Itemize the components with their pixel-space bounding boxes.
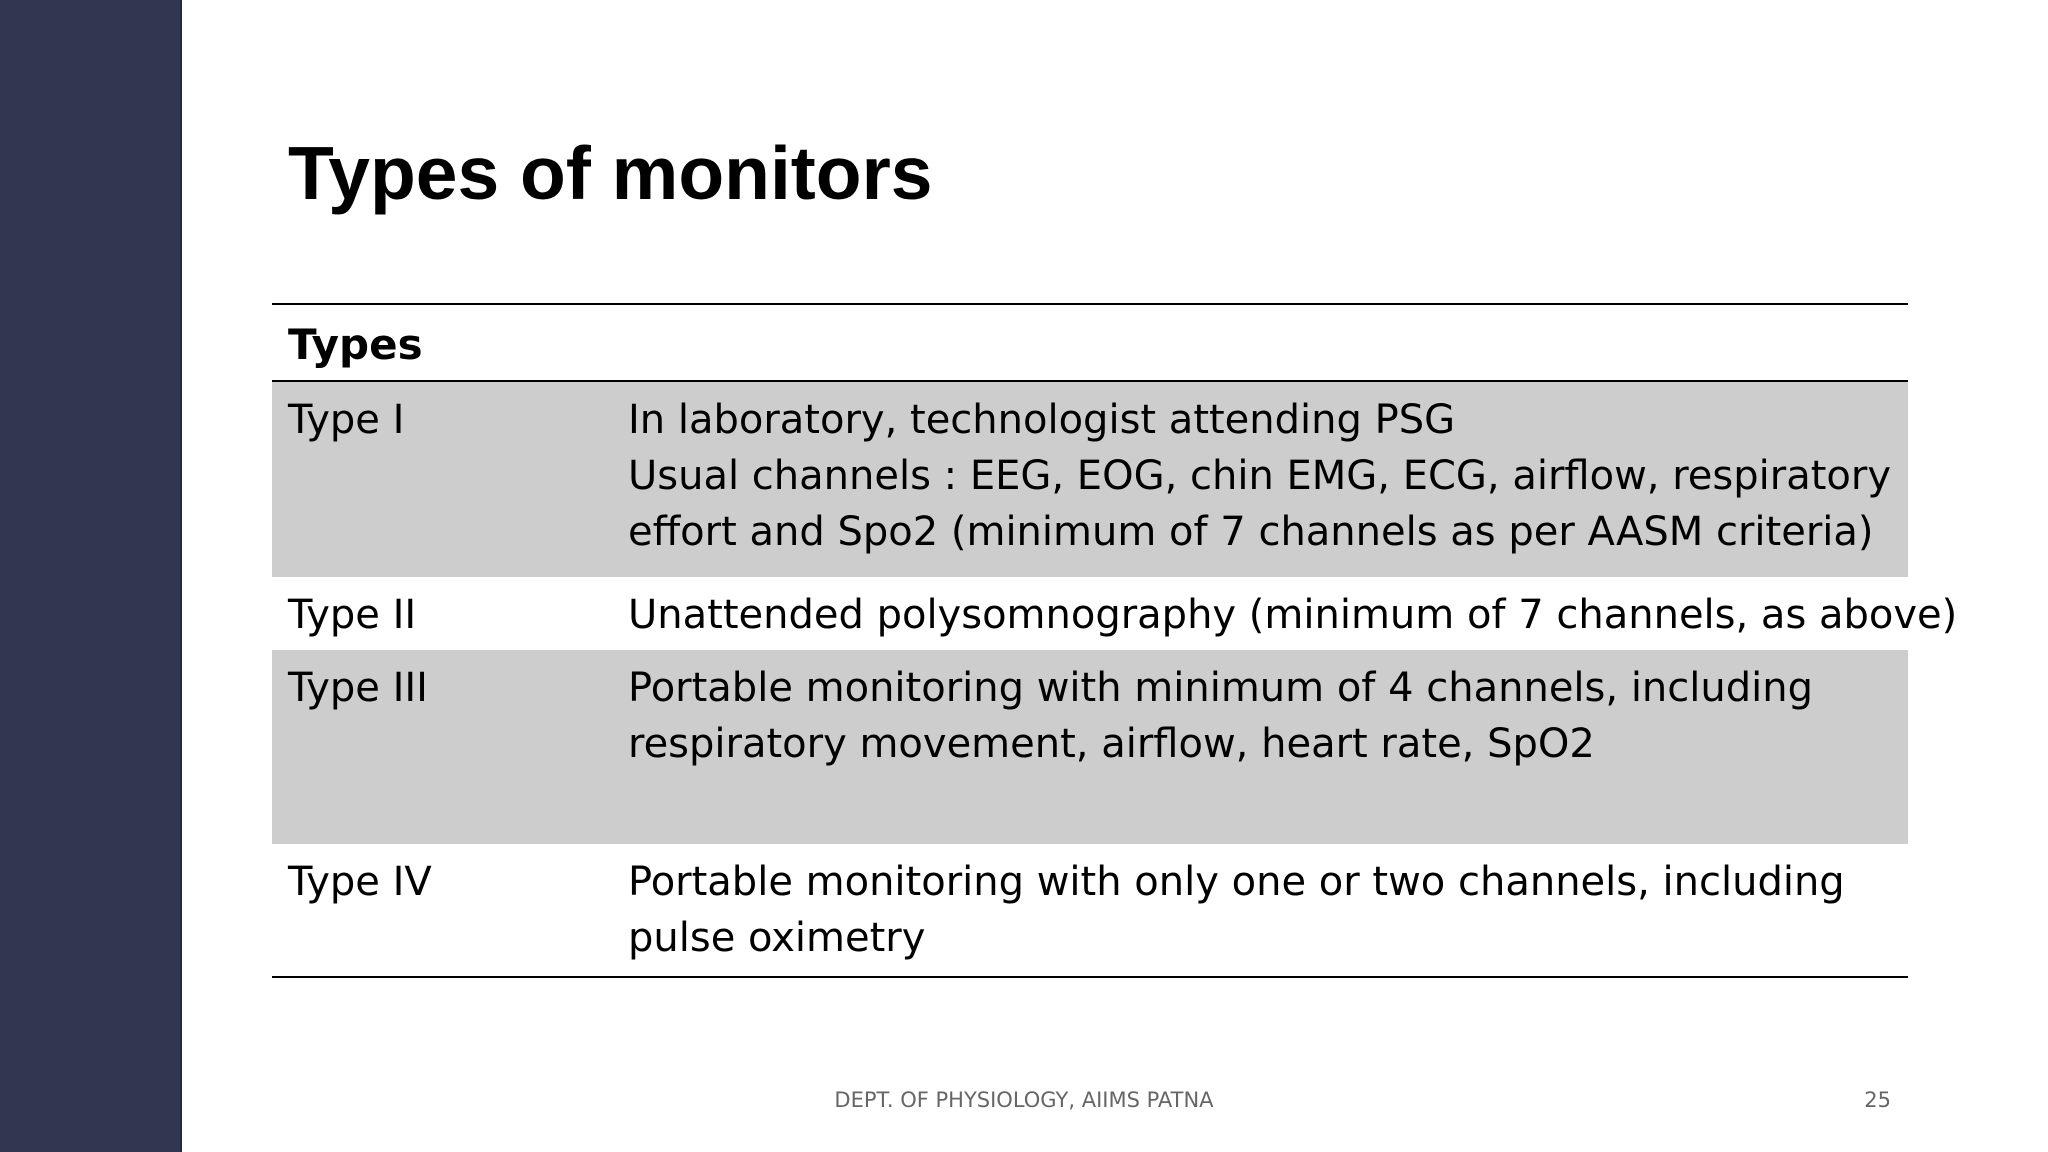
table-header-row — [272, 303, 1908, 382]
description-line: pulse oximetry — [628, 915, 926, 961]
description-line: Unattended polysomnography (minimum of 7 channels, as above) — [628, 592, 1958, 638]
type-label: Type III — [288, 665, 428, 711]
type-description — [628, 854, 1904, 966]
description-line: effort and Spo2 (minimum of 7 channels as per AASM criteria) — [628, 509, 1874, 555]
table-row — [272, 577, 1958, 650]
table-header-types: Types — [288, 320, 423, 369]
table-row — [272, 844, 1908, 978]
table-row — [272, 382, 1908, 577]
slide-footer: DEPT. OF PHYSIOLOGY, AIIMS PATNA — [834, 1088, 1214, 1112]
description-line: Usual channels : EEG, EOG, chin EMG, ECG, airflow, respiratory — [628, 453, 1891, 499]
type-description — [628, 660, 1904, 772]
type-label: Type IV — [288, 859, 432, 905]
page-number: 25 — [1864, 1088, 1891, 1112]
monitor-types-table — [272, 303, 1958, 978]
table-row — [272, 650, 1908, 844]
description-line: Portable monitoring with only one or two channels, including — [628, 859, 1845, 905]
slide-title: Types of monitors — [288, 131, 933, 215]
type-description — [628, 392, 1904, 560]
description-line: Portable monitoring with minimum of 4 channels, including — [628, 665, 1813, 711]
type-label: Type II — [288, 592, 417, 638]
sidebar-accent-bar — [0, 0, 182, 1152]
type-label: Type I — [288, 397, 405, 443]
type-description — [628, 587, 1958, 643]
description-line: In laboratory, technologist attending PSG — [628, 397, 1456, 443]
description-line: respiratory movement, airflow, heart rate, SpO2 — [628, 721, 1595, 767]
